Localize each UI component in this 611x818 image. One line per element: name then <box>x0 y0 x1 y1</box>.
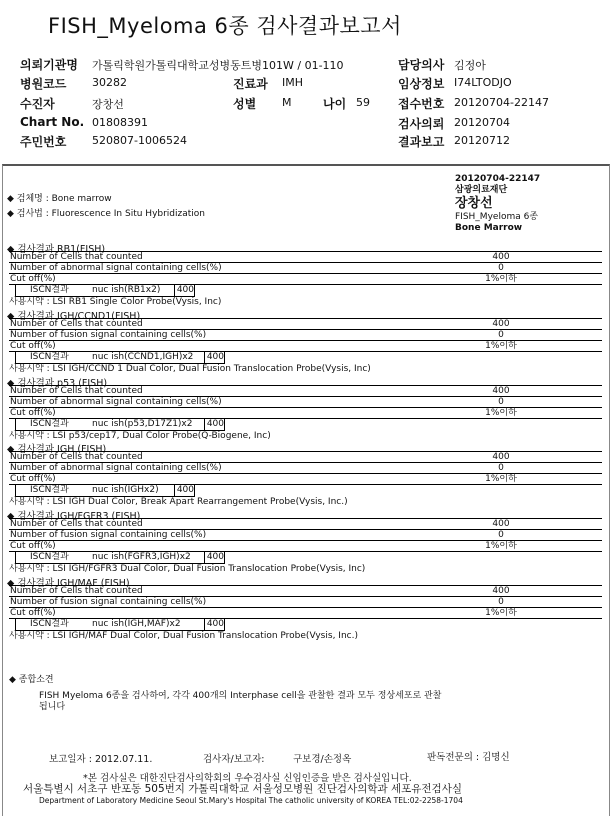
row-value: 1%이하 <box>485 408 517 418</box>
row-value: 1%이하 <box>485 608 517 618</box>
summary-title: ◆ 종합소견 <box>9 675 54 685</box>
row-value: 1%이하 <box>485 474 517 484</box>
hospital-code-value: 30282 <box>92 76 127 89</box>
table-row <box>9 608 602 618</box>
examiner: 구보경/손정옥 <box>293 754 352 765</box>
specimen-line: ◆ 검체명 : Bone marrow <box>7 194 112 204</box>
iscn-count: 400 <box>174 285 194 296</box>
row-label: Cut off(%) <box>10 608 56 618</box>
row-label: Number of Cells that counted <box>10 386 143 396</box>
summary-line-1: FISH Myeloma 6종을 검사하여, 각각 400개의 Interphase cell을 관찰한 결과 모두 정상세포로 관찰 <box>39 691 442 701</box>
table-row <box>9 586 602 597</box>
section-title: ◆ 검사결과 IGH/MAF (FISH) <box>7 578 130 589</box>
stamp-receipt-no: 20120704-22147 <box>455 174 541 184</box>
table-row <box>9 341 602 351</box>
method-line: ◆ 검사법 : Fluorescence In Situ Hybridization <box>7 209 205 219</box>
receipt-value: 20120704-22147 <box>454 96 549 109</box>
iscn-result: nuc ish(RB1x2) <box>92 285 161 295</box>
row-label: Number of Cells that counted <box>10 319 143 329</box>
row-label: Number of abnormal signal containing cells(%) <box>10 263 222 273</box>
report-date-label: 결과보고 <box>398 135 445 149</box>
table-row <box>9 386 602 397</box>
iscn-label: ISCN결과 <box>30 619 69 629</box>
table-row <box>9 530 602 541</box>
section-title: ◆ 검사결과 IGH (FISH) <box>7 444 107 455</box>
section-title: ◆ 검사결과 IGH/CCND1(FISH) <box>7 311 141 322</box>
summary-line-2: 됩니다 <box>39 702 66 712</box>
row-label: Number of Cells that counted <box>10 586 143 596</box>
row-value: 0 <box>498 530 504 540</box>
probe-reagent: 사용시약 : LSI IGH/CCND 1 Dual Color, Dual Fusion Translocation Probe(Vysis, Inc) <box>9 364 371 374</box>
patient-label: 수진자 <box>20 97 55 111</box>
age-label: 나이 <box>323 97 347 111</box>
row-label: Cut off(%) <box>10 474 56 484</box>
row-value: 1%이하 <box>485 541 517 551</box>
clinical-label: 임상정보 <box>398 77 445 91</box>
result-table <box>9 451 602 485</box>
iscn-count: 400 <box>204 619 224 630</box>
iscn-box <box>15 351 225 364</box>
section-title: ◆ 검사결과 IGH/FGFR3 (FISH) <box>7 511 141 522</box>
result-table <box>9 251 602 285</box>
row-value: 0 <box>498 597 504 607</box>
rrn-value: 520807-1006524 <box>92 134 187 147</box>
row-value: 0 <box>498 330 504 340</box>
row-value: 400 <box>492 252 510 262</box>
table-row <box>9 597 602 608</box>
iscn-label: ISCN결과 <box>30 419 69 429</box>
stamp-test: FISH_Myeloma 6종 <box>455 212 539 222</box>
report-date: 보고일자 : 2012.07.11. <box>49 754 153 765</box>
table-row <box>9 330 602 341</box>
table-row <box>9 452 602 463</box>
row-label: Cut off(%) <box>10 341 56 351</box>
iscn-box <box>15 484 195 497</box>
iscn-label: ISCN결과 <box>30 285 69 295</box>
table-row <box>9 474 602 484</box>
row-label: Number of Cells that counted <box>10 519 143 529</box>
specialist: 판독전문의 : 김명신 <box>427 752 510 763</box>
row-label: Number of Cells that counted <box>10 452 143 462</box>
row-label: Number of abnormal signal containing cells(%) <box>10 397 222 407</box>
iscn-result: nuc ish(CCND1,IGH)x2 <box>92 352 194 362</box>
iscn-result: nuc ish(IGH,MAF)x2 <box>92 619 181 629</box>
probe-reagent: 사용시약 : LSI IGH/MAF Dual Color, Dual Fusion Translocation Probe(Vysis, Inc.) <box>9 631 358 641</box>
probe-reagent: 사용시약 : LSI p53/cep17, Dual Color Probe(Q-Biogene, Inc) <box>9 431 271 441</box>
table-row <box>9 463 602 474</box>
row-value: 400 <box>492 386 510 396</box>
clinical-value: I74LTODJO <box>454 76 512 89</box>
row-label: Number of abnormal signal containing cells(%) <box>10 463 222 473</box>
request-label: 검사의뢰 <box>398 117 445 131</box>
iscn-result: nuc ish(p53,D17Z1)x2 <box>92 419 193 429</box>
iscn-box <box>15 284 195 297</box>
row-value: 400 <box>492 452 510 462</box>
report-body <box>2 164 610 816</box>
rrn-label: 주민번호 <box>20 135 67 149</box>
stamp-org: 삼광의료재단 <box>455 185 508 195</box>
row-value: 0 <box>498 263 504 273</box>
iscn-label: ISCN결과 <box>30 352 69 362</box>
row-value: 400 <box>492 586 510 596</box>
sex-value: M <box>282 96 292 109</box>
request-value: 20120704 <box>454 116 510 129</box>
table-row <box>9 408 602 418</box>
lab-dept-en: Department of Laboratory Medicine Seoul St.Mary's Hospital The catholic university of KOREA TEL:02-2258-1704 <box>39 796 463 805</box>
section-title: ◆ 검사결과 p53 (FISH) <box>7 378 108 389</box>
iscn-count: 400 <box>174 485 194 496</box>
hospital-code-label: 병원코드 <box>20 77 67 91</box>
row-label: Number of fusion signal containing cells(%) <box>10 597 207 607</box>
row-label: Cut off(%) <box>10 541 56 551</box>
doctor-value: 김정아 <box>454 59 486 72</box>
iscn-label: ISCN결과 <box>30 485 69 495</box>
stamp-patient: 장창선 <box>455 196 493 211</box>
dept-label: 진료과 <box>233 77 268 91</box>
stamp-specimen: Bone Marrow <box>455 223 523 233</box>
receipt-label: 접수번호 <box>398 97 445 111</box>
patient-value: 장창선 <box>92 98 124 111</box>
result-table <box>9 318 602 352</box>
result-table <box>9 585 602 619</box>
report-date-value: 20120712 <box>454 134 510 147</box>
doctor-label: 담당의사 <box>398 58 445 72</box>
age-value: 59 <box>356 96 370 109</box>
hospital-value: 가톨릭학원가톨릭대학교성병동트병101W / 01-110 <box>92 59 344 72</box>
dept-value: IMH <box>282 76 304 89</box>
table-row <box>9 519 602 530</box>
row-value: 400 <box>492 319 510 329</box>
lab-stamp <box>455 174 540 234</box>
table-row <box>9 274 602 284</box>
iscn-box <box>15 418 225 431</box>
row-value: 0 <box>498 397 504 407</box>
table-row <box>9 541 602 551</box>
table-row <box>9 397 602 408</box>
iscn-result: nuc ish(IGHx2) <box>92 485 159 495</box>
lab-address: 서울특별시 서초구 반포동 505번지 가톨릭대학교 서울성모병원 진단검사의학과 세포유전검사실 <box>23 783 462 795</box>
iscn-label: ISCN결과 <box>30 552 69 562</box>
iscn-count: 400 <box>204 552 224 563</box>
iscn-box <box>15 551 225 564</box>
table-row <box>9 263 602 274</box>
row-value: 1%이하 <box>485 274 517 284</box>
row-label: Cut off(%) <box>10 274 56 284</box>
probe-reagent: 사용시약 : LSI RB1 Single Color Probe(Vysis, Inc) <box>9 297 222 307</box>
certification-note: *본 검사실은 대한진단검사의학회의 우수검사실 신임인증을 받은 검사실입니다. <box>83 773 412 784</box>
probe-reagent: 사용시약 : LSI IGH/FGFR3 Dual Color, Dual Fusion Translocation Probe(Vysis, Inc) <box>9 564 366 574</box>
row-label: Number of fusion signal containing cells(%) <box>10 330 207 340</box>
iscn-count: 400 <box>204 419 224 430</box>
row-label: Number of Cells that counted <box>10 252 143 262</box>
table-row <box>9 319 602 330</box>
page-title: FISH_Myeloma 6종 검사결과보고서 <box>48 14 402 38</box>
iscn-count: 400 <box>204 352 224 363</box>
examiner-label: 검사자/보고자: <box>203 754 265 765</box>
result-table <box>9 518 602 552</box>
chart-value: 01808391 <box>92 116 148 129</box>
table-row <box>9 252 602 263</box>
row-value: 1%이하 <box>485 341 517 351</box>
section-title: ◆ 검사결과 RB1(FISH) <box>7 244 106 255</box>
row-label: Cut off(%) <box>10 408 56 418</box>
hospital-label: 의뢰기관명 <box>20 58 78 72</box>
row-label: Number of fusion signal containing cells(%) <box>10 530 207 540</box>
probe-reagent: 사용시약 : LSI IGH Dual Color, Break Apart Rearrangement Probe(Vysis, Inc.) <box>9 497 348 507</box>
row-value: 0 <box>498 463 504 473</box>
iscn-box <box>15 618 225 631</box>
chart-label: Chart No. <box>20 115 85 129</box>
iscn-result: nuc ish(FGFR3,IGH)x2 <box>92 552 191 562</box>
sex-label: 성별 <box>233 97 257 111</box>
result-table <box>9 385 602 419</box>
row-value: 400 <box>492 519 510 529</box>
